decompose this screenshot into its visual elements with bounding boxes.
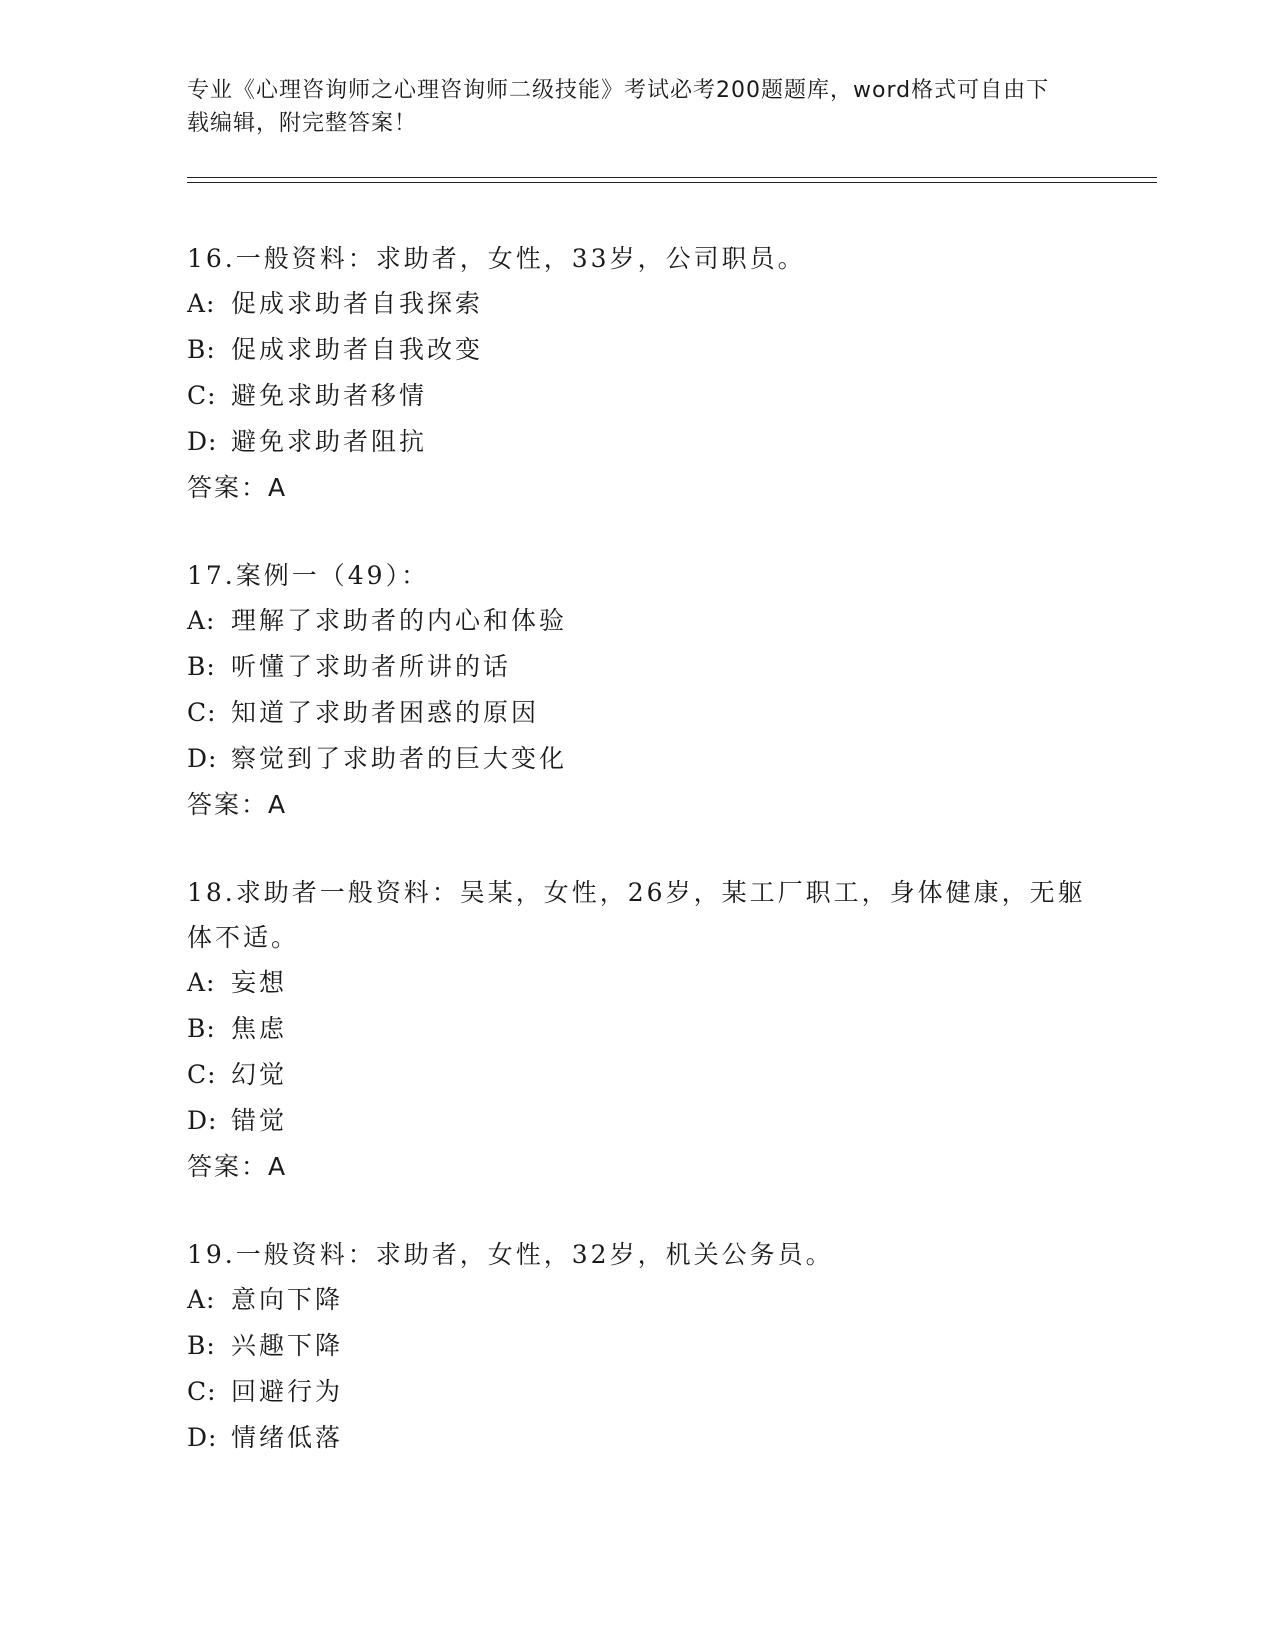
option-a: [187, 281, 1107, 327]
option-letter: C:: [187, 381, 217, 410]
option-text: 知道了求助者困惑的原因: [231, 698, 540, 727]
option-b: [187, 644, 1107, 690]
document-header: 专业《心理咨询师之心理咨询师二级技能》考试必考200题题库，word格式可自由下载编辑，附完整答案！: [187, 78, 1050, 136]
header-divider-top: [187, 177, 1157, 178]
option-text: 理解了求助者的内心和体验: [231, 606, 568, 635]
option-a: [187, 598, 1107, 644]
option-d: [187, 419, 1107, 465]
option-text: 情绪低落: [231, 1423, 344, 1452]
option-text: 促成求助者自我改变: [231, 335, 484, 364]
option-letter: C:: [187, 1060, 217, 1089]
option-c: [187, 690, 1107, 736]
option-b: [187, 327, 1107, 373]
option-letter: D:: [187, 744, 218, 773]
option-text: 错觉: [231, 1106, 288, 1135]
option-d: [187, 736, 1107, 782]
question-stem: 18.求助者一般资料：吴某，女性，26岁，某工厂职工，身体健康，无躯体不适。: [187, 878, 1086, 952]
answer-line: 答案：A: [187, 473, 288, 502]
option-a: [187, 1277, 1107, 1323]
option-text: 回避行为: [231, 1377, 344, 1406]
question-16: [187, 236, 1107, 511]
option-c: [187, 1052, 1107, 1098]
option-letter: B:: [187, 1014, 216, 1043]
option-letter: B:: [187, 335, 216, 364]
option-text: 兴趣下降: [231, 1331, 344, 1360]
option-text: 意向下降: [231, 1285, 344, 1314]
option-text: 促成求助者自我探索: [231, 289, 484, 318]
option-text: 听懂了求助者所讲的话: [231, 652, 512, 681]
option-letter: A:: [187, 968, 216, 997]
option-letter: C:: [187, 1377, 217, 1406]
question-stem: 17.案例一（49）：: [187, 561, 430, 590]
option-text: 避免求助者移情: [231, 381, 428, 410]
question-list: [187, 236, 1107, 1503]
option-b: [187, 1006, 1107, 1052]
option-text: 幻觉: [231, 1060, 288, 1089]
question-stem: 16.一般资料：求助者，女性，33岁，公司职员。: [187, 244, 806, 273]
option-text: 焦虑: [231, 1014, 288, 1043]
option-d: [187, 1415, 1107, 1461]
option-letter: D:: [187, 1423, 218, 1452]
option-letter: A:: [187, 289, 216, 318]
option-letter: B:: [187, 1331, 216, 1360]
option-c: [187, 1369, 1107, 1415]
option-text: 察觉到了求助者的巨大变化: [231, 744, 568, 773]
option-text: 避免求助者阻抗: [231, 427, 428, 456]
option-letter: D:: [187, 427, 218, 456]
option-d: [187, 1098, 1107, 1144]
question-19: [187, 1232, 1107, 1461]
answer-line: 答案：A: [187, 790, 288, 819]
header-divider-bottom: [187, 182, 1157, 183]
option-letter: C:: [187, 698, 217, 727]
option-b: [187, 1323, 1107, 1369]
option-a: [187, 960, 1107, 1006]
option-letter: A:: [187, 606, 216, 635]
option-c: [187, 373, 1107, 419]
question-18: [187, 870, 1107, 1190]
question-stem: 19.一般资料：求助者，女性，32岁，机关公务员。: [187, 1240, 834, 1269]
question-17: [187, 553, 1107, 828]
option-letter: B:: [187, 652, 216, 681]
answer-line: 答案：A: [187, 1152, 288, 1181]
option-letter: A:: [187, 1285, 216, 1314]
option-letter: D:: [187, 1106, 218, 1135]
option-text: 妄想: [231, 968, 288, 997]
